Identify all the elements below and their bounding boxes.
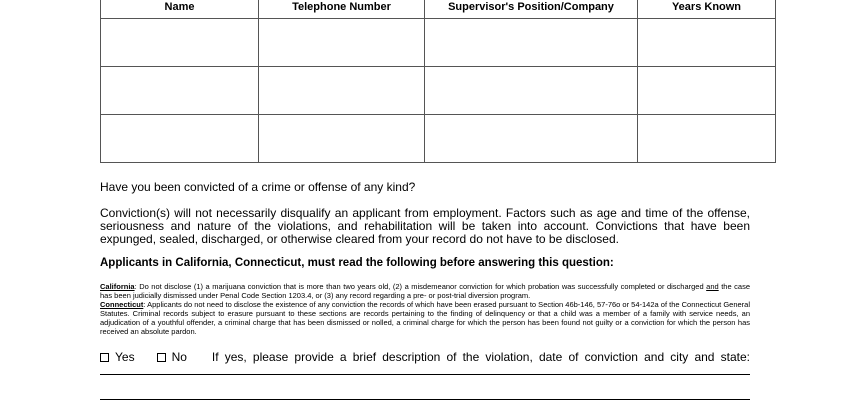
description-line-2[interactable] <box>100 399 750 400</box>
connecticut-text: : Applicants do not need to disclose the existence of any conviction the records of which have been erased pursuant to Section 46b-146, 57-76o or 54-142a of the Connecticut General Statutes. Criminal records subject to erasure pursuant to these sections are records pertaining to the finding of delinquency or that a child was a member of a family with service needs, an adjudication of a youthful offender, a criminal charge that has been dismissed or nolled, a criminal charge for which the person has been found not guilty or a conviction for which the person has received an absolute pardon. <box>100 300 750 336</box>
reference-1-name-input[interactable] <box>101 19 258 66</box>
reference-2-supervisor-cell[interactable] <box>425 67 638 115</box>
no-option[interactable] <box>157 350 187 364</box>
reference-3-years-input[interactable] <box>638 115 775 162</box>
conviction-answer-row <box>100 350 750 364</box>
table-header-row <box>101 0 776 19</box>
california-and: and <box>706 282 719 291</box>
column-header-name: Name <box>101 0 259 19</box>
reference-1-years-cell[interactable] <box>638 19 776 67</box>
state-notes <box>100 282 750 336</box>
reference-1-name-cell[interactable] <box>101 19 259 67</box>
california-text-2: the case has been judicially dismissed under Penal Code Section 1203.4, or (3) any record regarding a pre- or post-trial diversion program. <box>100 282 750 300</box>
reference-1-supervisor-cell[interactable] <box>425 19 638 67</box>
yes-checkbox[interactable] <box>100 353 109 362</box>
reference-2-years-input[interactable] <box>638 67 775 114</box>
reference-2-name-input[interactable] <box>101 67 258 114</box>
column-header-supervisor: Supervisor's Position/Company <box>425 0 638 19</box>
column-header-years-known: Years Known <box>638 0 776 19</box>
applicants-heading: Applicants in California, Connecticut, must read the following before answering this question: <box>100 257 614 269</box>
reference-3-telephone-input[interactable] <box>259 115 424 162</box>
no-checkbox[interactable] <box>157 353 166 362</box>
yes-option[interactable] <box>100 350 135 364</box>
table-row <box>101 115 776 163</box>
reference-2-name-cell[interactable] <box>101 67 259 115</box>
no-label: No <box>171 350 187 364</box>
description-line-1[interactable] <box>100 374 750 375</box>
reference-2-telephone-cell[interactable] <box>259 67 425 115</box>
reference-3-years-cell[interactable] <box>638 115 776 163</box>
reference-1-telephone-cell[interactable] <box>259 19 425 67</box>
reference-3-name-input[interactable] <box>101 115 258 162</box>
reference-3-supervisor-input[interactable] <box>425 115 637 162</box>
reference-1-telephone-input[interactable] <box>259 19 424 66</box>
reference-1-supervisor-input[interactable] <box>425 19 637 66</box>
california-text-1: : Do not disclose (1) a marijuana conviction that is more than two years old, (2) a misdemeanor conviction for which probation was successfully completed or discharged <box>134 282 707 291</box>
reference-3-name-cell[interactable] <box>101 115 259 163</box>
california-label: California <box>100 282 135 291</box>
reference-2-years-cell[interactable] <box>638 67 776 115</box>
reference-3-supervisor-cell[interactable] <box>425 115 638 163</box>
reference-3-telephone-cell[interactable] <box>259 115 425 163</box>
table-row <box>101 67 776 115</box>
column-header-telephone: Telephone Number <box>259 0 425 19</box>
yes-label: Yes <box>115 350 135 364</box>
table-row <box>101 19 776 67</box>
conviction-notice: Conviction(s) will not necessarily disqualify an applicant from employment. Factors such as age and time of the offense, seriousness and nature of the violations, and rehabilitation will be taken into account. Convictions that have been expunged, sealed, discharged, or otherwise cleared from your record do not have to be disclosed. <box>100 206 750 246</box>
conviction-question: Have you been convicted of a crime or offense of any kind? <box>100 180 416 194</box>
reference-2-supervisor-input[interactable] <box>425 67 637 114</box>
description-prompt: If yes, please provide a brief description of the violation, date of conviction and city and state: <box>211 350 750 364</box>
reference-2-telephone-input[interactable] <box>259 67 424 114</box>
connecticut-label: Connecticut <box>100 300 144 309</box>
reference-1-years-input[interactable] <box>638 19 775 66</box>
references-table <box>100 0 776 163</box>
